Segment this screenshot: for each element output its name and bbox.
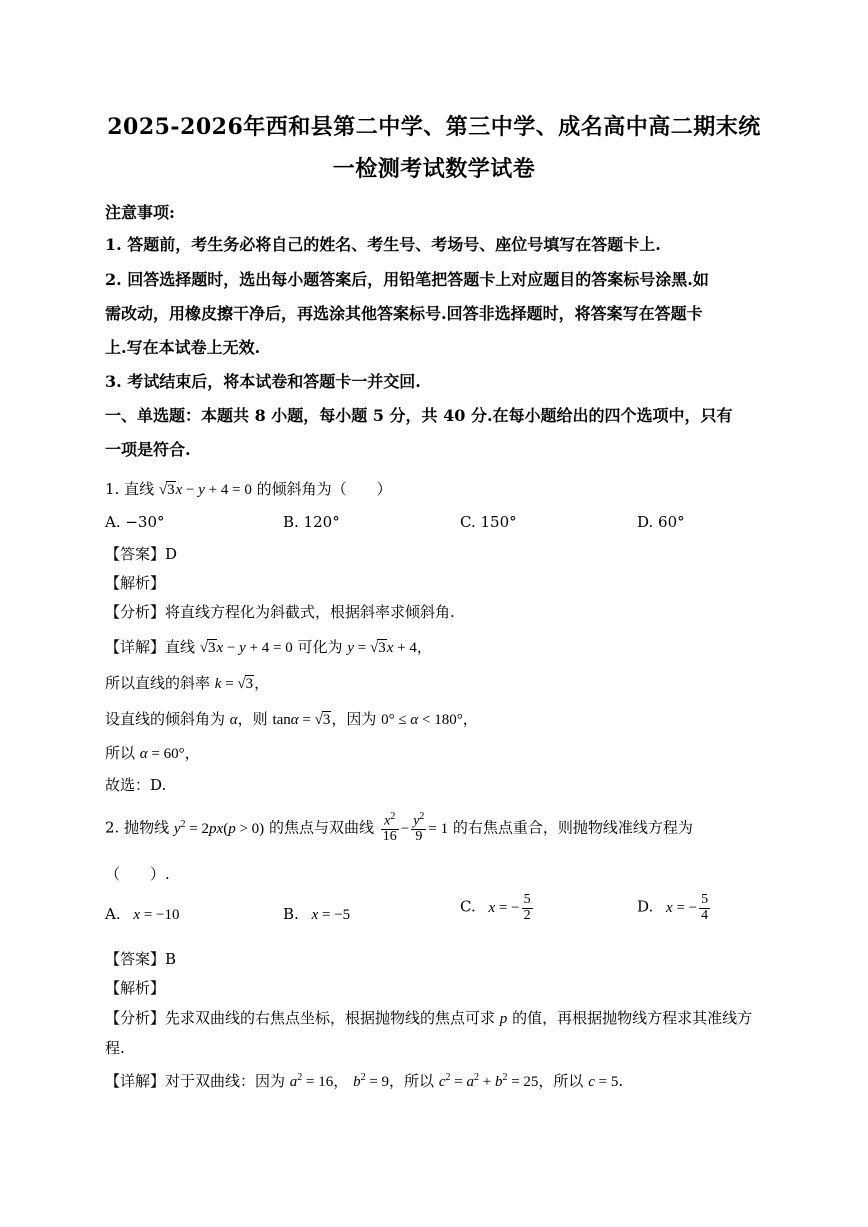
q1-slope: 所以直线的斜率 k = √3， — [105, 674, 270, 692]
exam-title-line2: 一检测考试数学试卷 — [332, 156, 536, 182]
q1-option-c: C. 150° — [460, 513, 517, 531]
q1-option-a: A. −30° — [105, 513, 165, 531]
notice-item-2-end: 上.写在本试卷上无效. — [105, 338, 261, 357]
section-heading-cont: 一项是符合. — [105, 440, 191, 459]
q1-analysis-label: 【解析】 — [105, 574, 166, 592]
q1-prefix: 1. 直线 — [105, 480, 155, 498]
q1-choose: 故选：D. — [105, 776, 167, 794]
q2-fenxi-cont: 程. — [105, 1039, 125, 1057]
q1-fenxi: 【分析】将直线方程化为斜截式，根据斜率求倾斜角. — [105, 603, 455, 621]
notice-heading: 注意事项: — [105, 203, 175, 222]
q2-option-d: D. x = − $\frac{5}{4}$ — [637, 892, 709, 923]
q1-option-d: D. 60° — [637, 513, 685, 531]
q2-answer: 【答案】B — [105, 950, 177, 968]
q1-answer: 【答案】D — [105, 545, 178, 563]
q2-hyperbola: $\frac{x^2}{16}$ − $\frac{y^2}{9}$ = 1 — [382, 811, 449, 845]
notice-item-2-cont: 需改动，用橡皮擦干净后，再选涂其他答案标号.回答非选择题时，将答案写在答题卡 — [105, 304, 703, 323]
q1-option-b: B. 120° — [283, 513, 340, 531]
q2-parabola: $y^2 = 2px(p > 0)$ — [173, 818, 265, 837]
q2-option-b: B. x = −5 — [283, 905, 351, 923]
q1-eq-slope-intercept: y = √3x + 4 — [347, 640, 417, 656]
q1-suffix: 的倾斜角为（ ） — [256, 480, 392, 498]
exam-title-line1: 2025-2026年西和县第二中学、第三中学、成名高中高二期末统 — [107, 114, 761, 140]
q2-stem: 2. 抛物线 $y^2 = 2px(p > 0)$ 的焦点与双曲线 $\frac{x^2}{16}$ − $\frac{y^2}{9}$ = 1 的右焦点重合，则抛物线准线方程为 — [105, 811, 693, 845]
q2-paren: （ ）. — [105, 865, 170, 883]
q2-xiangjie: 【详解】对于双曲线：因为 $a^2 = 16$， $b^2 = 9$，所以 $c^2 = a^2 + b^2 = 25$，所以 c = 5. — [105, 1072, 624, 1090]
q1-xiangjie: 【详解】直线 √3x − y + 4 = 0 可化为 y = √3x + 4， — [105, 638, 432, 656]
q2-option-c: C. x = − $\frac{5}{2}$ — [460, 892, 531, 923]
notice-item-3: 3. 考试结束后，将本试卷和答题卡一并交回. — [105, 372, 421, 391]
notice-item-1: 1. 答题前，考生务必将自己的姓名、考生号、考场号、座位号填写在答题卡上. — [105, 235, 661, 254]
q1-stem — [105, 478, 392, 499]
notice-item-2: 2. 回答选择题时，选出每小题答案后，用铅笔把答题卡上对应题目的答案标号涂黑.如 — [105, 270, 709, 289]
q1-angle: 设直线的倾斜角为 α，则 tanα = √3，因为 0° ≤ α < 180°， — [105, 710, 478, 728]
section-heading: 一、单选题：本题共 8 小题，每小题 5 分，共 40 分.在每小题给出的四个选项中，只有 — [105, 406, 733, 425]
q1-equation: √3x − y + 4 = 0 — [158, 482, 252, 498]
q2-option-a: A. x = −10 — [105, 905, 180, 923]
q1-eq-general: √3x − y + 4 = 0 — [199, 640, 293, 656]
q2-fenxi: 【分析】先求双曲线的右焦点坐标，根据抛物线的焦点可求 p 的值，再根据抛物线方程求其准线方 — [105, 1009, 753, 1027]
q2-analysis-label: 【解析】 — [105, 979, 166, 997]
q1-result: 所以 α = 60°， — [105, 744, 200, 762]
